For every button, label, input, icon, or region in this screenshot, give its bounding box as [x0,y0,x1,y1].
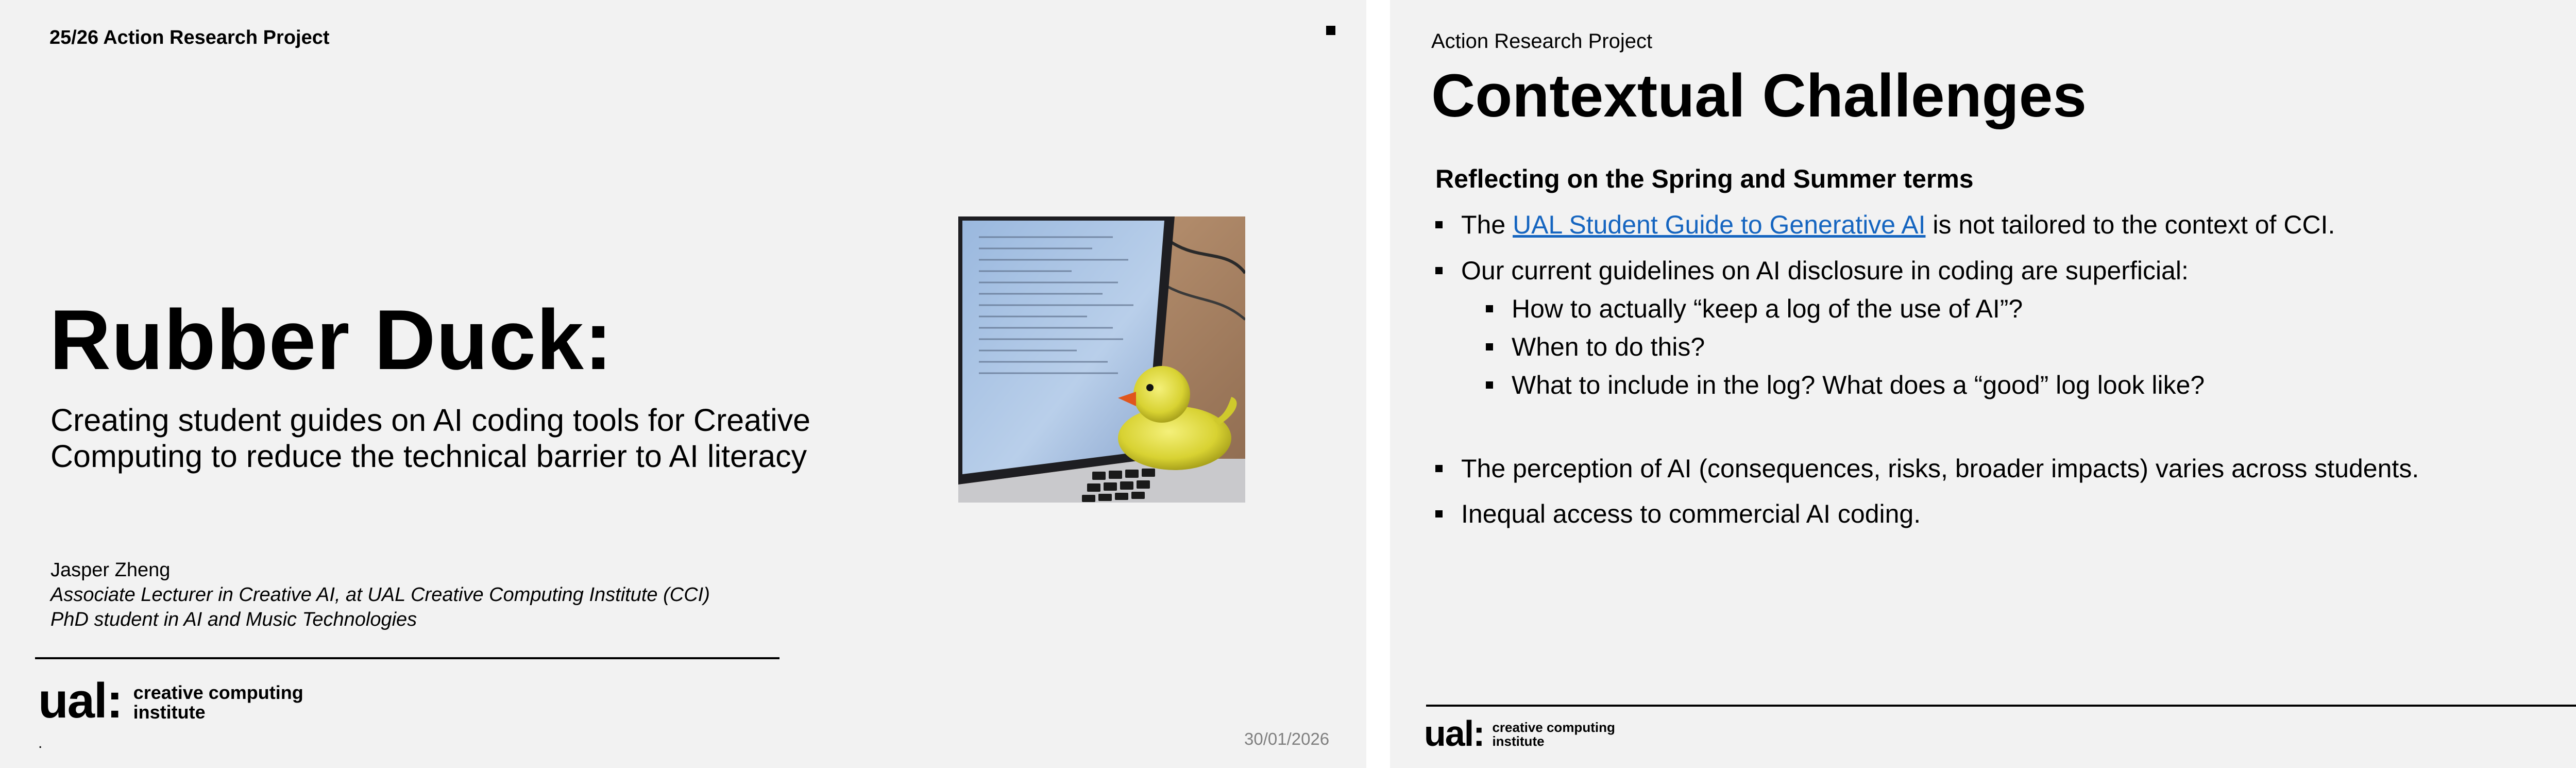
bullet-square-icon [1486,343,1493,350]
sub-bullet-3-text: What to include in the log? What does a “good” log look like? [1512,371,2205,399]
footer-divider [35,657,779,659]
section-heading: Reflecting on the Spring and Summer terms [1435,164,1974,193]
bullet-square-icon [1435,465,1443,472]
corner-square-marker [1326,26,1335,35]
author-role-2: PhD student in AI and Music Technologies [50,609,417,630]
ual-logo-mark: ual: [1424,713,1484,754]
logo-text-line-1: creative computing [133,682,303,703]
ual-student-guide-link[interactable]: UAL Student Guide to Generative AI [1513,210,1926,239]
subtitle-line-2: Computing to reduce the technical barrier to AI literacy [50,439,807,474]
ual-logo-text [1492,721,1615,748]
rubber-duck-laptop-photo [958,216,1245,503]
bullet-square-icon [1486,305,1493,312]
bullet-square-icon [1435,510,1443,517]
project-label: Action Research Project [1431,30,1653,53]
bullet-3-text: The perception of AI (consequences, risks, broader impacts) varies across students. [1461,454,2419,483]
slide-date: 30/01/2026 [1244,729,1330,748]
slide-title: Rubber Duck: [49,292,613,387]
bullet-square-icon [1435,221,1443,228]
ual-cci-logo [38,673,303,728]
bullet-1-suffix: is not tailored to the context of CCI. [1925,210,2335,239]
ual-cci-logo [1424,715,1615,752]
logo-text-line-1: creative computing [1492,720,1615,735]
logo-text-line-2: institute [133,702,206,723]
logo-text-line-2: institute [1492,733,1545,749]
subtitle-line-1: Creating student guides on AI coding tools for Creative [50,403,811,438]
footer-divider [1426,705,2576,707]
author-role-1: Associate Lecturer in Creative AI, at UAL Creative Computing Institute (CCI) [50,584,710,606]
bullet-4-text: Inequal access to commercial AI coding. [1461,499,1921,528]
bullet-square-icon [1486,381,1493,389]
slide-subtitle [50,402,875,474]
slide-title: Contextual Challenges [1431,62,2087,130]
sub-bullet-1-text: How to actually “keep a log of the use of AI”? [1512,294,2023,323]
footer-dot: . [38,734,43,752]
bullet-2-text: Our current guidelines on AI disclosure in coding are superficial: [1461,256,2189,285]
project-label: 25/26 Action Research Project [49,27,330,48]
ual-logo-mark: ual: [38,673,122,728]
bullet-square-icon [1435,267,1443,274]
ual-logo-text [133,683,303,722]
sub-bullet-2-text: When to do this? [1512,332,1705,361]
author-name: Jasper Zheng [50,559,171,581]
author-block [50,558,710,632]
content-slide [1390,0,2576,768]
bullet-1-prefix: The [1461,210,1513,239]
